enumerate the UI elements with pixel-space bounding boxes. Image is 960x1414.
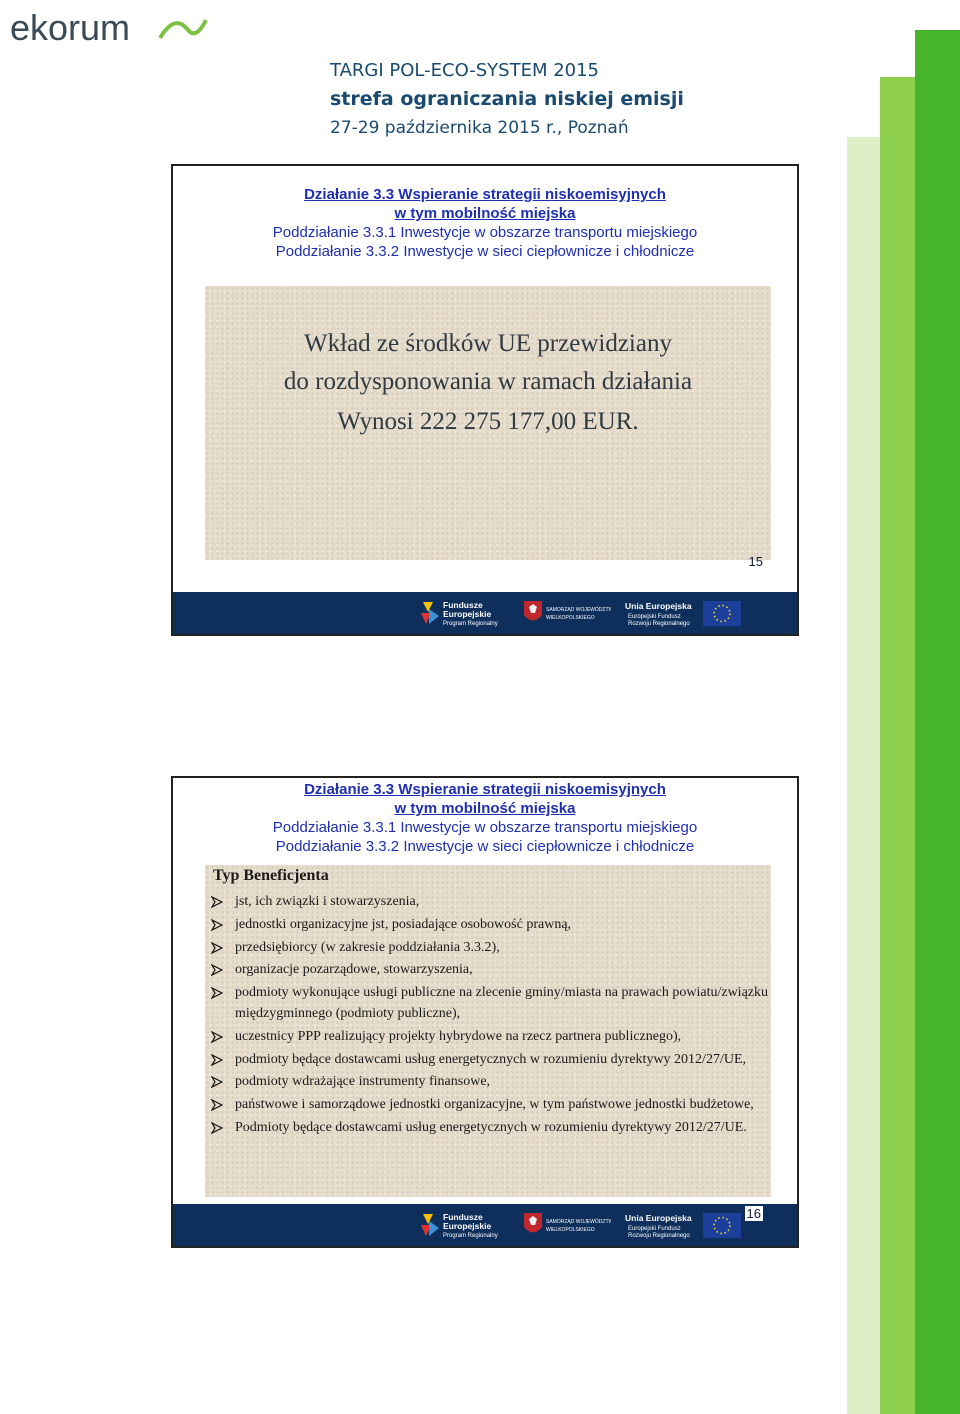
- arrow-bullet-icon: [211, 896, 223, 908]
- arrow-bullet-icon: [211, 987, 223, 999]
- slide-title-line2: w tym mobilność miejska: [394, 800, 576, 817]
- ue-line2: Europejski Fundusz: [628, 1226, 681, 1232]
- subaction-2: Poddziałanie 3.3.2 Inwestycje w sieci ciepłownicze i chłodnicze: [275, 838, 695, 855]
- beneficiary-item: [211, 1050, 771, 1071]
- beneficiary-item: [211, 938, 771, 959]
- event-dates: 27-29 października 2015 r., Poznań: [330, 118, 629, 138]
- arrow-bullet-icon: [211, 1031, 223, 1043]
- sw-line2: WIELKOPOLSKIEGO: [546, 1227, 595, 1233]
- arrow-bullet-icon: [211, 1099, 223, 1111]
- beneficiary-item: [211, 915, 771, 936]
- beneficiary-text: przedsiębiorcy (w zakresie poddziałania 3.3.2),: [235, 939, 500, 955]
- samorzad-wielkopolska-logo: [521, 598, 611, 628]
- beneficiary-item: [211, 892, 771, 913]
- beneficiary-item: [211, 960, 771, 981]
- fe-line1: Fundusze: [443, 600, 483, 610]
- samorzad-wielkopolska-logo: [521, 1210, 611, 1240]
- green-stripe-light: [847, 137, 880, 1414]
- beneficiary-item: [211, 1072, 771, 1093]
- subaction-1: Poddziałanie 3.3.1 Inwestycje w obszarze transportu miejskiego: [272, 819, 698, 836]
- slide-title: Działanie 3.3 Wspieranie strategii niskoemisyjnych: [304, 781, 666, 798]
- event-header: [330, 56, 730, 143]
- arrow-bullet-icon: [211, 1076, 223, 1088]
- page-number: 15: [748, 554, 763, 569]
- beneficiary-text: podmioty wykonujące usługi publiczne na zlecenie gminy/miasta na prawach powiatu/związku międzygminnego (podmioty publiczne),: [235, 985, 768, 1021]
- unia-europejska-logo: [625, 598, 745, 628]
- slide-16: [171, 776, 799, 1248]
- arrow-bullet-icon: [211, 919, 223, 931]
- fe-line3: Program Regionalny: [443, 621, 498, 627]
- beneficiary-text: Podmioty będące dostawcami usług energetycznych w rozumieniu dyrektywy 2012/27/UE.: [235, 1119, 747, 1135]
- beneficiary-text: podmioty będące dostawcami usług energetycznych w rozumieniu dyrektywy 2012/27/UE,: [235, 1051, 746, 1067]
- subaction-1: Poddziałanie 3.3.1 Inwestycje w obszarze transportu miejskiego: [272, 224, 698, 241]
- arrow-bullet-icon: [211, 942, 223, 954]
- slide-footer: [173, 554, 797, 634]
- funding-box: [205, 286, 771, 560]
- fe-line2: Europejskie: [443, 609, 492, 619]
- fe-line3: Program Regionalny: [443, 1233, 498, 1239]
- green-stripe-dark: [915, 30, 960, 1414]
- ue-line2: Europejski Fundusz: [628, 614, 681, 620]
- green-stripe-mid: [880, 77, 915, 1414]
- ue-line1: Unia Europejska: [625, 601, 692, 611]
- beneficiary-text: jst, ich związki i stowarzyszenia,: [235, 894, 420, 909]
- beneficiary-item: [211, 1027, 771, 1048]
- event-subtitle: strefa ograniczania niskiej emisji: [330, 88, 684, 110]
- slide-title-line2: w tym mobilność miejska: [394, 205, 576, 222]
- fe-line2: Europejskie: [443, 1221, 492, 1231]
- sw-line2: WIELKOPOLSKIEGO: [546, 615, 595, 621]
- subaction-2: Poddziałanie 3.3.2 Inwestycje w sieci ciepłownicze i chłodnicze: [275, 243, 695, 260]
- fe-line1: Fundusze: [443, 1212, 483, 1222]
- funding-amount: Wynosi 222 275 177,00 EUR.: [337, 408, 639, 435]
- fundusze-europejskie-logo: [419, 598, 509, 628]
- logo-text: ekorum: [10, 8, 131, 48]
- beneficiary-item: [211, 1095, 771, 1116]
- sw-line1: SAMORZĄD WOJEWÓDZTWA: [546, 607, 611, 613]
- unia-europejska-logo: [625, 1210, 745, 1240]
- arrow-bullet-icon: [211, 1122, 223, 1134]
- funding-line-2: do rozdysponowania w ramach działania: [283, 368, 693, 395]
- beneficiary-heading: Typ Beneficjenta: [213, 867, 329, 884]
- beneficiary-text: organizacje pozarządowe, stowarzyszenia,: [235, 962, 473, 978]
- fundusze-europejskie-logo: [419, 1210, 509, 1240]
- ekorum-logo: [10, 8, 210, 48]
- beneficiary-item: [211, 983, 771, 1025]
- ue-line1: Unia Europejska: [625, 1213, 692, 1223]
- event-title: TARGI POL-ECO-SYSTEM 2015: [330, 60, 600, 81]
- ue-line3: Rozwoju Regionalnego: [628, 621, 690, 627]
- beneficiary-item: [211, 1118, 771, 1139]
- arrow-bullet-icon: [211, 964, 223, 976]
- beneficiary-list: [211, 892, 771, 1139]
- sw-line1: SAMORZĄD WOJEWÓDZTWA: [546, 1219, 611, 1225]
- beneficiary-text: państwowe i samorządowe jednostki organizacyjne, w tym państwowe jednostki budżetowe,: [235, 1097, 754, 1113]
- beneficiary-text: jednostki organizacyjne jst, posiadające osobowość prawną,: [235, 916, 572, 932]
- beneficiary-text: uczestnicy PPP realizujący projekty hybrydowe na rzecz partnera publicznego),: [235, 1028, 682, 1044]
- ue-line3: Rozwoju Regionalnego: [628, 1233, 690, 1239]
- slide-footer: [173, 1204, 797, 1246]
- funding-line-1: Wkład ze środków UE przewidziany: [304, 330, 672, 357]
- page-number: 16: [746, 1206, 761, 1221]
- slide-title: Działanie 3.3 Wspieranie strategii niskoemisyjnych: [304, 186, 666, 203]
- arrow-bullet-icon: [211, 1054, 223, 1066]
- slide-15: [171, 164, 799, 636]
- beneficiary-text: podmioty wdrażające instrumenty finansowe,: [235, 1074, 491, 1090]
